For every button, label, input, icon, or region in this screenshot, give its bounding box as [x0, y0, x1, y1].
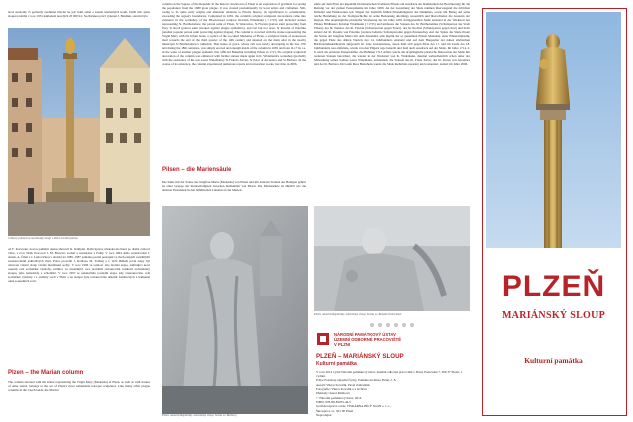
col2-text-bottom: Die Säule mit der Statue der Jungfrau Maria (Madonna) von Pilsen und mit anderen Statuen der Heiligen gehört zu einer Gruppe der merkwürdigsten barocken Denkmäler von Pilsen. Die Mariensäule ist ähnlich wie die anderen Pestsäulen in den böhmischen Ländern an der Marien-	[162, 180, 306, 192]
info-line: V roce 2014 vydal Národní památkový ústav, územní odborné pracoviště v Plzni, Prešovská 7, 306 37 Plzeň, 1. vydání.	[316, 370, 463, 379]
page-3	[310, 0, 474, 422]
col1-text-top: nové ikonomy či gotlandy zarděnné hlavně na její čelní stěně a kolem kamenných koulí. Další tělo spisu sloupu probíhá v roce 1931 nákladem necelých 20 000 Kč. Sochařskou práci vykonal J. Beníšek, stavení bylo	[8, 10, 150, 18]
cover-title: PLZEŇ	[501, 270, 606, 303]
col3-text: säule auf dem Platz der Republik im historischen Stadtkern Pilsens ein Ausdruck der Dankbarkeit der Bevölkerung für die Rettung vor der großen Pestepidemie im Jahre 1680. An der Gestaltung der Säule nahmen überwiegend die örtlichen Künstler und Handwerker teil. Wegen der ziemlich frühen Entstehungszeit des Denkmals, sowie mit Bezug auf seine reiche Beziehung zu der Stadtgeschichte ist seine Bedeutung allerdings wesentlich und überschreitet die Grenzen der Region. Die ursprüngliche plastische Verzierung der im Jahre 1681 fertiggestellten Säule entstand in der Werkstatt des Pilsner Bildhauers Kristian Widemann (†1725) und umfasste die Statuen des hl. Bartholomäus (Schutzpatron der Stadt Pilsen), des hl. Wenzel, des hl. Florian (Schutzpatron gegen Feuer), des hl. Rochus (Schutzpatron gegen Pest) und nicht zuletzt der hl. Rosalia von Palermo (weitere beliebte Schutzpatronin gegen Pestseuche). Auf der Spitze der Säule thront die Statue der Jungfrau Maria mit dem Jesuskind, eine Replik der so genannten Pilsner Madonna, einer Pläneraltplastik, die gegen Ende des dritten Viertels des 14. Jahrhunderts entstand und auf dem Hauptaltar der nahen städtischen Bartholomäuskathedrale aufgestellt ist. Jene Gnadenstatue, deren Kult sich gegen Ende des 17. und im Laufe des 18. Jahrhunderts neu entfaltete, wurde von den Pilgern rege besucht und fand auch Ausdruck auf der Säule. Im Jahre 1714, d. h. nach der erneuten Pestepidemie, die Böhmen 1713 erfuhr, wurde die ursprüngliche plastische Dekoration der Säule mit weiteren Statuen bereichert, die wieder in der Werkstatt von K. Widemann, diesmal wahrscheinlich schon unter der Mitwirkung seines Sohnes Lazar Widemann, entstanden: die Statuen des hl. Franz Xaver, des hl. Petrus von Alcantara und der hl. Barbara. Im Laufe ihres Bestehens wurde die Säule mehrmals repariert und restauriert, zuletzt im Jahre 2006.	[314, 2, 470, 66]
photo-column-square	[8, 28, 150, 236]
info-line: Edice Poznávej západní Čechy, Pamatkové místa Plzně, č. 8.	[316, 378, 397, 383]
cover-photo	[486, 12, 621, 248]
info-line: Fotografie: Viktor Kovařík a z archivu	[316, 386, 367, 391]
colophon-info	[316, 370, 466, 395]
institute-logo	[316, 332, 330, 346]
cover-page	[474, 0, 633, 422]
section-heading-german: Pilsen – die Mariensäule	[162, 167, 232, 173]
institute-line-1: NÁRODNÍ PAMÁTKOVÝ ÚSTAV	[334, 332, 396, 337]
info-line: Autoři: Viktor Kovařík, Pavel Zahradník	[316, 382, 370, 387]
page-2	[158, 0, 310, 422]
col1-text-mid: od F. Kočovatě, novou pamětní desku zhotovil K. Kámpiel. Další úprava následovala hned po druhé světové válce, v roce 1946. Pracoval J. M. Blowart, sochař a restaurátor z Prahy. V roce 1964 došlo restaurování J. Antek, A. Čihal a J. Laštovičkou v období let 1985–1987 pamatka prošla postupně ve třech etapách rozsáhlými restaurováním jednotlivých částí. Práce provedli J. Koblasa, M. Tomšej a J. Volf. Během první etapy byl obnoven vlastní sloup včetně mariánské sochy. V roce 1996 se sošnosť této drobná etapa, zahrnující nové osazení celé sochařské výzdoby, zatímco ve následující roce proběhla restaurování velikosti architektury sloupu, jeho balustrády a schodiště. V roce 1997 se uskutečnila poslední etapa, kdy zrestaurováno celé sochařské výzdoby i s atributy soch v Plzni a na sloupu byla restaurována několik fontánových a kamenné okna sousedních soch.	[8, 247, 150, 283]
photo-st-rosalia	[314, 206, 470, 311]
copyright-line: © Národní památkový ústav, 2014	[316, 396, 362, 400]
copyright-line: Neprodejné	[316, 412, 332, 417]
copyright-line: Škroupova 11, 301 00 Plzeň	[316, 408, 354, 413]
col2-text-top: column on the Square of the Republic in the historic downtown of Plzen is an expression of gratitude for saving the population from the 1680 great plague. It was created predominantly by local artists and craftsmen. Still, owing to its quite early origins and abundant relations to Plzen's history, its significance is considerable, exceeding the region's boundaries. Completed in 1681, the column's original sculptural decorations came into existence in the workshop of the Pilsen-based sculptor Kristian Widemann (†1725) and included statues representing St. Bartholomew, the patron saint of Plzen, St Wenceslas, St Florian (patron saint protecting from fire), St Roch (patron saint invoked against plague epidemics), and last but not least, St Rosalia of Palermo (another popular patron saint protecting against plague). The column is crowned with the statue representing the Virgin Mary with the Infant Jesus, a replica of the so-called Madonna of Plzen, a sculpture made of arenaceous marl towards the end of the third quarter of the 14th century and situated on the main altar in the nearby municipal St Bartholomew's cathedral. That statue of grace, whose cult was newly developing in the late 17th and during the 18th centuries, was simply erected and enough inside of the column in 1681 and later in 1714, i.e. in the wake of another plague epidemic that afflicted Bohemia including Pilsen in 1713, the original sculptural decoration of the column was enhanced with further statues made again in K. Widemann's workshop (probably with the assistance of his son Lazar Widemann): St Francis Xavier, St Peter of Alcantara and St Barbara. In the course of its existence, the column experienced numerous repairs and restoration works, last time in 2006.	[162, 2, 306, 66]
col1-text-bottom: The column adorned with the statue representing the Virgin Mary (Madonna) of Plzen, as well as with statues of other saints, belongs to the set of Plzen's most remarkable baroque sculptures. Like many other plague columns in the Czech lands, the Marian	[8, 380, 150, 392]
photo-caption-3: Plzeň, náměstí Republiky, mariánský sloup. Socha sv. Rozálie Palermské.	[314, 312, 402, 316]
info-line: Překlady: Karel Mašková	[316, 391, 350, 396]
photo-caption-2: Plzeň, náměstí Republiky, mariánský sloup. Socha sv. Barbory.	[162, 413, 238, 417]
colophon-title: PLZEŇ – MARIÁNSKÝ SLOUP	[316, 353, 404, 360]
colophon-subtitle: Kulturní památka	[316, 361, 357, 367]
institute-line-2: ÚZEMNÍ ODBORNÉ PRACOVIŠTĚ	[334, 337, 402, 342]
cover-subtitle: MARIÁNSKÝ SLOUP	[501, 310, 606, 321]
page-1	[0, 0, 158, 422]
colophon-copyright	[316, 396, 466, 417]
institute-line-3: V PLZNI	[334, 342, 351, 347]
institute-name	[334, 332, 401, 347]
photo-st-barbara	[162, 206, 308, 414]
photo-caption-1: Celkový pohled na mariánský sloup v Plzni od Zbrojnicka.	[8, 236, 79, 240]
cover-footer: Kulturní památka	[524, 356, 583, 365]
decorative-dots	[310, 322, 474, 328]
section-heading-english: Plzen – the Marian column	[8, 370, 84, 376]
copyright-line: Grafická úprava a tisk: TISKÁRNA BÍLÝ SLON s. r. o.,	[316, 404, 391, 409]
copyright-line: ISBN: 978-80-85035-44-5	[316, 400, 352, 405]
